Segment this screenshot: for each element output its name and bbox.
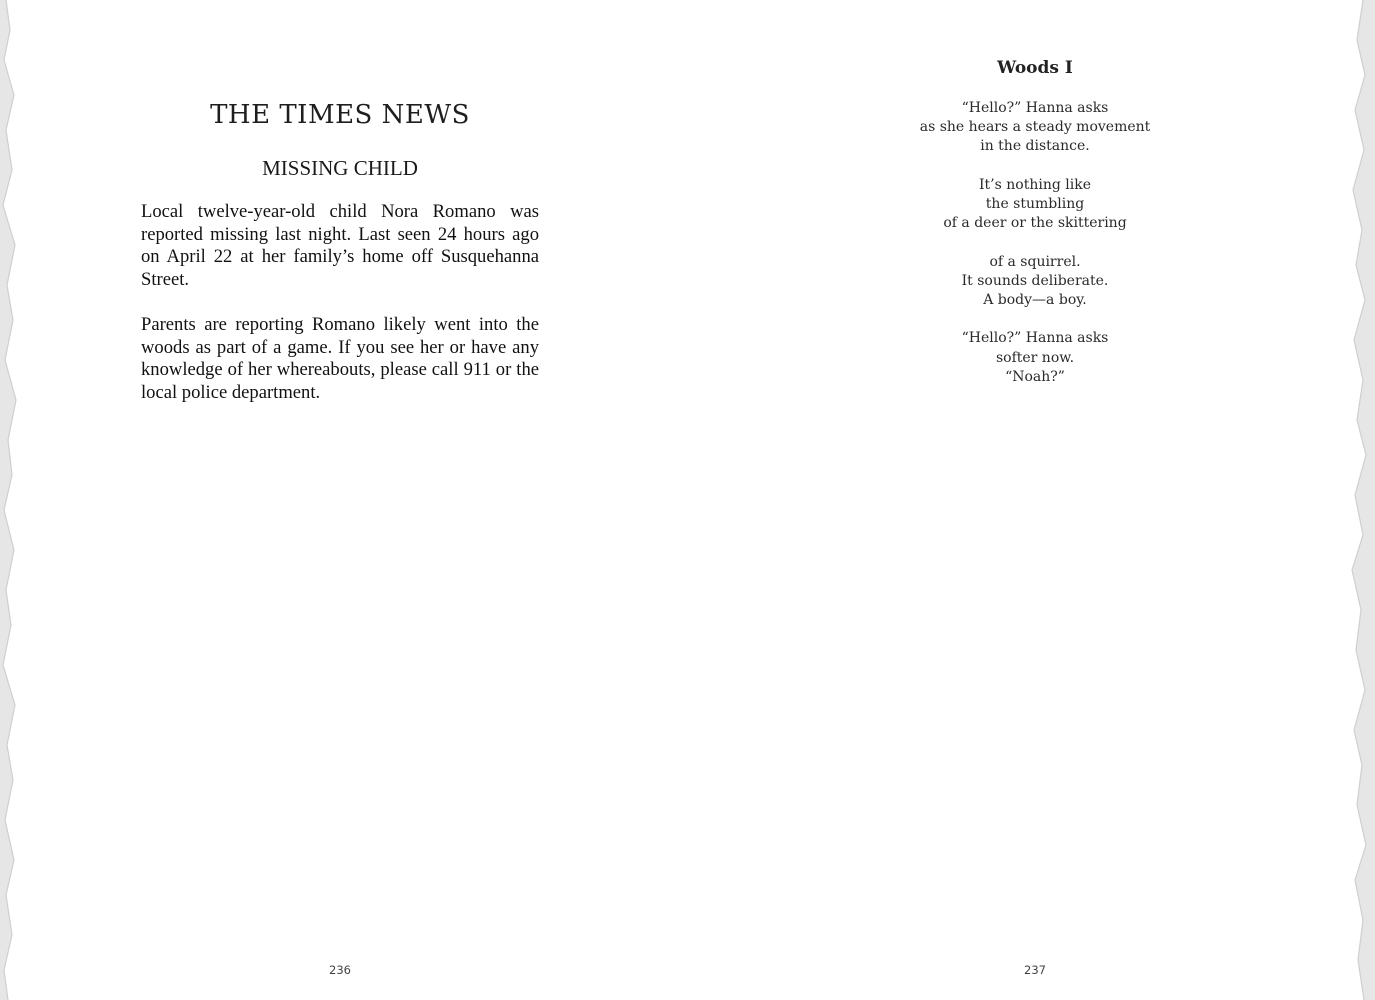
article-paragraph-1: Local twelve-year-old child Nora Romano was reported missing last night. Last seen 24 hours ago on April 22 at her family’s home off Susquehanna Street. — [141, 201, 539, 290]
poem-line: “Noah?” — [1005, 368, 1065, 385]
article-headline: MISSING CHILD — [262, 156, 418, 180]
stanza-1 — [688, 99, 1375, 157]
page-number-right: 237 — [1024, 963, 1046, 977]
poem-line: It sounds deliberate. — [961, 272, 1109, 289]
stanza-4 — [688, 329, 1375, 387]
article-paragraph-2: Parents are reporting Romano likely went into the woods as part of a game. If you see her or have any knowledge of her whereabouts, please call 911 or the local police department. — [141, 313, 539, 403]
poem-title: Woods I — [997, 58, 1073, 78]
right-page — [688, 0, 1375, 1000]
poem-line: of a squirrel. — [989, 253, 1081, 270]
poem-line: “Hello?” Hanna asks — [961, 330, 1109, 347]
poem-line: It’s nothing like — [979, 176, 1091, 193]
news-article — [141, 201, 539, 427]
stanza-2 — [688, 176, 1375, 234]
poem-line: A body—a boy. — [983, 292, 1087, 308]
newspaper-masthead: THE TIMES NEWS — [210, 100, 470, 130]
poem-line: of a deer or the skittering — [943, 215, 1127, 232]
stanza-3 — [688, 253, 1375, 311]
poem-line: softer now. — [995, 349, 1075, 366]
poem-line: the stumbling — [985, 196, 1085, 212]
page-number-left: 236 — [329, 963, 351, 977]
poem-line: “Hello?” Hanna asks — [961, 100, 1109, 116]
poem-line: in the distance. — [980, 138, 1090, 155]
poem-line: as she hears a steady movement — [919, 119, 1151, 136]
left-page — [0, 0, 687, 1000]
poem-body — [688, 99, 1375, 406]
